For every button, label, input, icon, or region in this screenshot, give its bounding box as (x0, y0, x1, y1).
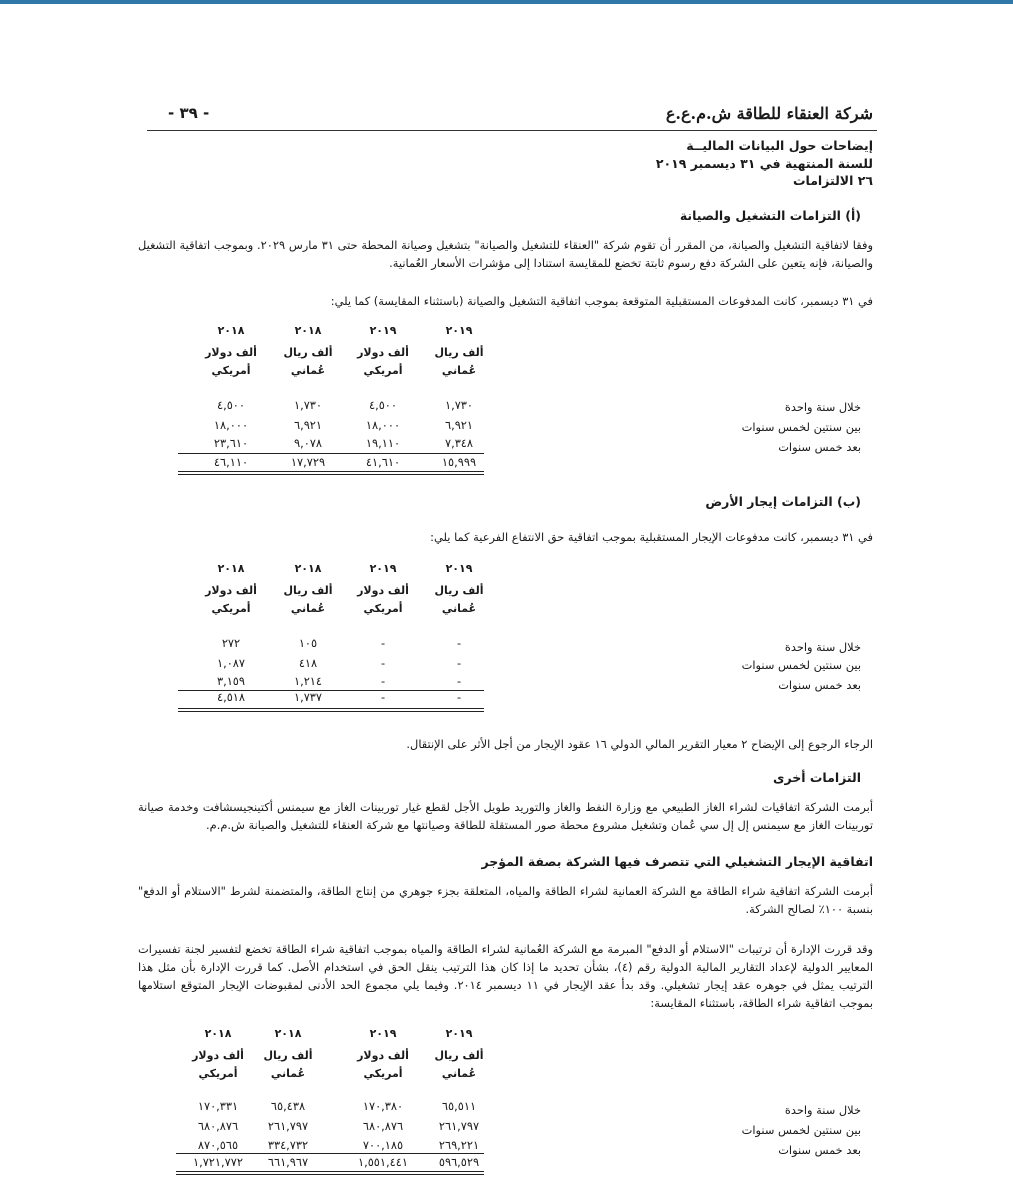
lease-paragraph-2: وقد قررت الإدارة أن ترتيبات "الاستلام أو الدفع" المبرمة مع الشركة العُمانية لشراء الطاقة والمياه بموجب اتفاقية شراء الطاقة تخضع لتفسير لجنة تفسيرات المعايير الدولية لإعداد التقارير المالية الدولية رقم (٤)، بشأن تحديد ما إذا كان هذا الترتيب ينقل الحق في استخدام الأصل. كما قررت الإدارة بأن مثل هذا الترتيب يمثل في جوهره عقد إيجار تشغيلي. وقد بدأ عقد الإيجار في ١١ ديسمبر ٢٠١٤. وفيما يلي مجموع الحد الأدنى لمقبوضات الإيجار المتوقع استلامها بموجب اتفاقية شراء الطاقة، باستثناء المقايسة: (138, 942, 873, 1010)
col-header-2018-omr: ٢٠١٨ ألف ريال عُماني (283, 324, 333, 377)
total-cell: ١,٥٥١,٤٤١ (357, 1155, 409, 1169)
total-cell: ٤,٥١٨ (216, 690, 246, 704)
other-paragraph: أبرمت الشركة اتفاقيات لشراء الغاز الطبيعي مع وزارة النفط والغاز والتوريد طويل الأجل لقطع غيار توربينات الغاز مع سيمنس أكتينجيسشافت وخدمة صيانة توربينات الغاز مع سيمنس إل إل سي عُمان وتشغيل مشروع محطة صور المستقلة للطاقة وصيانتها مع شركة العنقاء للتشغيل والصيانة ش.م.م. (138, 800, 873, 832)
col-header-2018-omr: ٢٠١٨ ألف ريال عُماني (263, 1027, 313, 1080)
section-a-paragraph: وفقا لاتفاقية التشغيل والصيانة، من المقرر أن تقوم شركة "العنقاء للتشغيل والصيانة" بتشغيل وصيانة المحطة حتى ٣١ مارس ٢٠٢٩. وبموجب اتفاقية التشغيل والصيانة، فإنه يتعين على الشركة دفع رسوم ثابتة تخضع للمقايسة استنادا إلى مؤشرات الأسعار العُمانية. (138, 238, 873, 270)
lease-paragraph-1: أبرمت الشركة اتفاقية شراء الطاقة مع الشركة العمانية لشراء الطاقة والمياه، المتعلقة بجزء جوهري من إنتاج الطاقة، والمتضمنة لشرط "الاستلام أو الدفع" بنسبة ١٠٠٪ لصالح الشركة. (138, 884, 873, 916)
table-cell: ١,٧٣٠ (444, 398, 474, 412)
col-header-2018-usd: ٢٠١٨ ألف دولار أمريكي (192, 1027, 244, 1080)
row-label: بعد خمس سنوات (778, 1143, 861, 1157)
table-cell: ٦٨٠,٨٧٦ (197, 1119, 239, 1133)
total-cell: ٥٩٦,٥٢٩ (438, 1155, 480, 1169)
row-label: بين سنتين لخمس سنوات (741, 420, 861, 434)
table-cell: ١٧٠,٣٨٠ (362, 1099, 404, 1113)
total-double-rule (178, 471, 484, 475)
table-cell: ٣٣٤,٧٣٢ (267, 1138, 309, 1152)
table-cell: - (380, 656, 386, 670)
section-b-note: الرجاء الرجوع إلى الإيضاح ٢ معيار التقرير المالي الدولي ١٦ عقود الإيجار من أجل الأثر على الإنتقال. (406, 737, 873, 751)
table-cell: ٨٧٠,٥٦٥ (197, 1138, 239, 1152)
table-cell: ٢٣,٦١٠ (213, 436, 249, 450)
section-b-heading: (ب) التزامات إيجار الأرض (705, 494, 861, 509)
col-header-2019-usd: ٢٠١٩ ألف دولار أمريكي (357, 1027, 409, 1080)
header-rule (147, 130, 877, 131)
table-cell: ٢٦١,٧٩٧ (267, 1119, 309, 1133)
col-header-2018-omr: ٢٠١٨ ألف ريال عُماني (283, 562, 333, 615)
section-a-heading: (أ) التزامات التشغيل والصيانة (679, 208, 861, 223)
row-label: بعد خمس سنوات (778, 440, 861, 454)
table-cell: ١٩,١١٠ (365, 436, 401, 450)
col-header-2019-usd: ٢٠١٩ ألف دولار أمريكي (357, 562, 409, 615)
table-cell: ٧,٣٤٨ (444, 436, 474, 450)
lease-heading: اتفاقية الإيجار التشغيلي التي تتصرف فيها الشركة بصفة المؤجر (481, 854, 873, 869)
col-header-2019-omr: ٢٠١٩ ألف ريال عُماني (434, 562, 484, 615)
col-header-2019-omr: ٢٠١٩ ألف ريال عُماني (434, 1027, 484, 1080)
table-cell: - (456, 674, 462, 688)
subtitle-notes: إيضاحات حول البيانات الماليــة (686, 138, 873, 153)
total-cell: ٦٦١,٩٦٧ (267, 1155, 309, 1169)
row-label: خلال سنة واحدة (784, 640, 861, 654)
table-cell: - (380, 636, 386, 650)
table-cell: ٧٠٠,١٨٥ (362, 1138, 404, 1152)
subtotal-rule (178, 453, 484, 454)
total-cell: - (380, 690, 386, 704)
col-header-2018-usd: ٢٠١٨ ألف دولار أمريكي (205, 324, 257, 377)
col-header-2019-omr: ٢٠١٩ ألف ريال عُماني (434, 324, 484, 377)
section-title: ٢٦ الالتزامات (792, 173, 873, 188)
table-cell: ٢٦٩,٢٢١ (438, 1138, 480, 1152)
total-cell: ١٥,٩٩٩ (441, 455, 477, 469)
section-b-intro: في ٣١ ديسمبر، كانت مدفوعات الإيجار المستقبلية بموجب اتفاقية حق الانتفاع الفرعية كما يلي: (430, 530, 873, 544)
row-label: بين سنتين لخمس سنوات (741, 658, 861, 672)
table-cell: ٦,٩٢١ (293, 418, 323, 432)
row-label: بعد خمس سنوات (778, 678, 861, 692)
page-number: - ٣٩ - (168, 104, 210, 122)
total-cell: ١,٧٣٧ (293, 690, 323, 704)
other-heading: التزامات أخرى (772, 770, 861, 785)
table-cell: ١,٠٨٧ (216, 656, 246, 670)
table-cell: ١٨,٠٠٠ (213, 418, 249, 432)
total-cell: ٤١,٦١٠ (365, 455, 401, 469)
table-cell: ٤١٨ (298, 656, 318, 670)
table-cell: ٤,٥٠٠ (368, 398, 398, 412)
table-cell: ٦,٩٢١ (444, 418, 474, 432)
table-cell: ١,٧٣٠ (293, 398, 323, 412)
total-cell: - (456, 690, 462, 704)
total-cell: ١,٧٢١,٧٧٢ (192, 1155, 244, 1169)
table-cell: - (456, 656, 462, 670)
table-cell: ٦٥,٥١١ (441, 1099, 477, 1113)
total-double-rule (176, 1171, 484, 1175)
table-cell: ١٧٠,٣٣١ (197, 1099, 239, 1113)
company-title: شركة العنقاء للطاقة ش.م.ع.ع (665, 104, 873, 123)
total-double-rule (178, 708, 484, 712)
total-cell: ١٧,٧٢٩ (290, 455, 326, 469)
table-cell: ١,٢١٤ (293, 674, 323, 688)
table-cell: - (456, 636, 462, 650)
table-cell: ٢٧٢ (221, 636, 241, 650)
col-header-2018-usd: ٢٠١٨ ألف دولار أمريكي (205, 562, 257, 615)
subtitle-period: للسنة المنتهية في ٣١ ديسمبر ٢٠١٩ (655, 156, 873, 171)
row-label: خلال سنة واحدة (784, 400, 861, 414)
row-label: بين سنتين لخمس سنوات (741, 1123, 861, 1137)
subtotal-rule (176, 1153, 484, 1154)
table-cell: ٦٨٠,٨٧٦ (362, 1119, 404, 1133)
section-a-intro: في ٣١ ديسمبر، كانت المدفوعات المستقبلية المتوقعة بموجب اتفاقية التشغيل والصيانة (باستثناء المقايسة) كما يلي: (330, 294, 873, 308)
table-cell: ٢٦١,٧٩٧ (438, 1119, 480, 1133)
table-cell: ١٨,٠٠٠ (365, 418, 401, 432)
table-cell: ٦٥,٤٣٨ (270, 1099, 306, 1113)
table-cell: - (380, 674, 386, 688)
col-header-2019-usd: ٢٠١٩ ألف دولار أمريكي (357, 324, 409, 377)
table-cell: ٤,٥٠٠ (216, 398, 246, 412)
table-cell: ٩,٠٧٨ (293, 436, 323, 450)
total-cell: ٤٦,١١٠ (213, 455, 249, 469)
row-label: خلال سنة واحدة (784, 1103, 861, 1117)
table-cell: ٣,١٥٩ (216, 674, 246, 688)
table-cell: ١٠٥ (298, 636, 318, 650)
